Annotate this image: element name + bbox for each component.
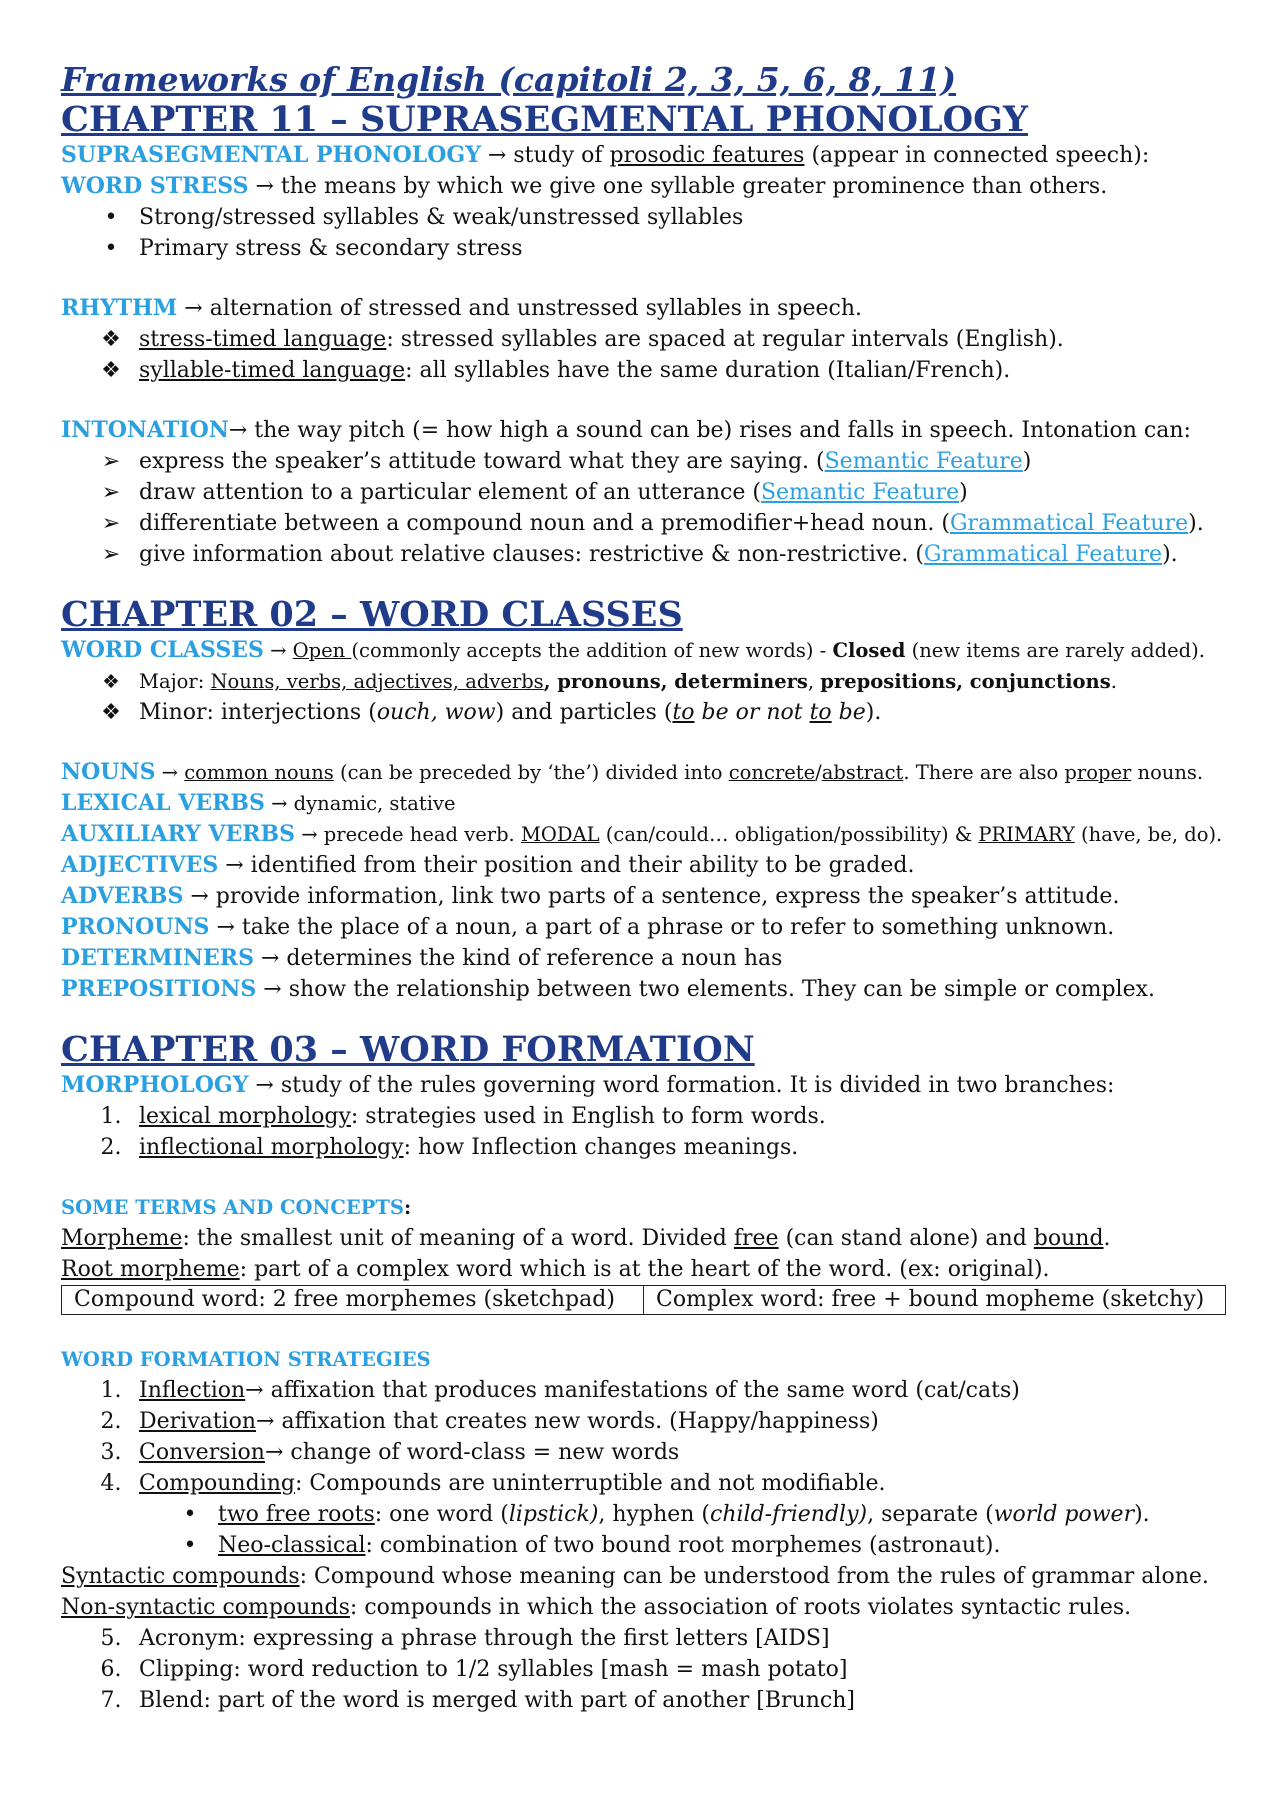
term-adverbs: ADVERBS bbox=[61, 883, 184, 909]
text: ). bbox=[1188, 511, 1204, 536]
root-morpheme-definition bbox=[61, 1254, 1231, 1285]
text-underlined: Syntactic compounds bbox=[61, 1564, 300, 1589]
text: → study of the rules governing word formation. It is divided in two branches: bbox=[248, 1073, 1115, 1098]
text: : one word ( bbox=[374, 1502, 509, 1527]
text-underlined: two free roots bbox=[218, 1502, 375, 1527]
text: , separate ( bbox=[867, 1502, 994, 1527]
list-item bbox=[61, 1623, 1231, 1654]
text: : strategies used in English to form words. bbox=[350, 1104, 826, 1129]
grammatical-feature-link[interactable]: Grammatical Feature bbox=[949, 511, 1189, 536]
text: (appear in connected speech): bbox=[804, 143, 1150, 168]
text: ). bbox=[1134, 1502, 1150, 1527]
text: (new items are rarely added). bbox=[905, 639, 1205, 662]
text: (have, be, do). bbox=[1074, 823, 1223, 846]
text-bold: prepositions, conjunctions bbox=[820, 670, 1111, 693]
text: : Compounds are uninterruptible and not modifiable. bbox=[294, 1471, 886, 1496]
list-item bbox=[61, 1375, 1231, 1406]
text: Acronym: expressing a phrase through the first letters [AIDS] bbox=[139, 1626, 830, 1651]
prepositions-definition bbox=[61, 974, 1231, 1005]
list-item bbox=[61, 1437, 1231, 1468]
bullet-icon: • bbox=[104, 236, 118, 261]
list-item bbox=[61, 1468, 1231, 1499]
text-underlined: concrete bbox=[728, 761, 816, 784]
term-suprasegmental: SUPRASEGMENTAL PHONOLOGY bbox=[61, 142, 481, 168]
term-determiners: DETERMINERS bbox=[61, 945, 254, 971]
text: → the way pitch (= how high a sound can be) rises and falls in speech. Intonation can: bbox=[228, 418, 1191, 443]
text: (can stand alone) and bbox=[778, 1226, 1034, 1251]
list-item bbox=[61, 1101, 1231, 1132]
bullet-icon: • bbox=[104, 205, 118, 230]
text-underlined: PRIMARY bbox=[978, 823, 1075, 846]
term-auxiliary-verbs: AUXILIARY VERBS bbox=[61, 821, 296, 847]
text: : how Inflection changes meanings. bbox=[403, 1135, 799, 1160]
word-classes-definition bbox=[61, 635, 1231, 666]
diamond-bullet-icon: ❖ bbox=[101, 327, 121, 352]
list-item bbox=[61, 1654, 1231, 1685]
text-underlined: Neo-classical bbox=[218, 1533, 366, 1558]
table-cell: Complex word: free + bound mopheme (sketchy) bbox=[644, 1286, 1226, 1315]
term-word-stress: WORD STRESS bbox=[61, 173, 249, 199]
list-item bbox=[61, 1406, 1231, 1437]
text: ). bbox=[1162, 542, 1178, 567]
list-number: 2. bbox=[100, 1135, 122, 1160]
text: → change of word-class = new words bbox=[264, 1440, 680, 1465]
pronouns-definition bbox=[61, 912, 1231, 943]
text-underlined: Nouns, verbs, adjectives, adverbs bbox=[210, 670, 544, 693]
text: (commonly accepts the addition of new words) - bbox=[351, 639, 833, 662]
text-italic: child-friendly) bbox=[710, 1502, 868, 1527]
arrow-bullet-icon: ➢ bbox=[101, 480, 121, 505]
list-item bbox=[61, 508, 1231, 539]
text: → affixation that creates new words. (Happy/happiness) bbox=[256, 1409, 879, 1434]
chapter-02-title: CHAPTER 02 – WORD CLASSES bbox=[61, 594, 683, 635]
text-bold: : bbox=[403, 1196, 412, 1219]
text-bold: Closed bbox=[832, 639, 906, 662]
text: ) bbox=[959, 480, 968, 505]
text-italic: world power bbox=[993, 1502, 1135, 1527]
adverbs-definition bbox=[61, 881, 1231, 912]
list-number: 3. bbox=[100, 1440, 122, 1465]
document-page bbox=[61, 60, 1231, 1716]
lexical-verbs-definition bbox=[61, 788, 1231, 819]
word-stress-definition bbox=[61, 171, 1231, 202]
text-underlined: lexical morphology bbox=[139, 1104, 351, 1129]
text: → the means by which we give one syllable greater prominence than others. bbox=[248, 174, 1108, 199]
text: : the smallest unit of meaning of a word. Divided bbox=[182, 1226, 734, 1251]
text: Major: bbox=[139, 670, 211, 693]
text: . bbox=[1103, 1226, 1111, 1251]
term-nouns: NOUNS bbox=[61, 759, 156, 785]
text: → show the relationship between two elements. They can be simple or complex. bbox=[256, 977, 1155, 1002]
arrow-bullet-icon: ➢ bbox=[101, 449, 121, 474]
text: , bbox=[807, 670, 821, 693]
text: : part of a complex word which is at the heart of the word. (ex: original). bbox=[239, 1257, 1050, 1282]
text: Blend: part of the word is merged with part of another [Brunch] bbox=[139, 1688, 855, 1713]
suprasegmental-definition bbox=[61, 140, 1231, 171]
arrow-bullet-icon: ➢ bbox=[101, 511, 121, 536]
text: give information about relative clauses: restrictive & non-restrictive. ( bbox=[139, 542, 924, 567]
list-number: 5. bbox=[100, 1626, 122, 1651]
text: ) and particles ( bbox=[495, 700, 673, 725]
list-item bbox=[61, 1530, 1231, 1561]
text-underlined: bound bbox=[1033, 1226, 1104, 1251]
text: Clipping: word reduction to 1/2 syllables [mash = mash potato] bbox=[139, 1657, 848, 1682]
document-title: Frameworks of English (capitoli 2, 3, 5, 6, 8, 11) bbox=[61, 60, 957, 99]
text-term: WORD FORMATION STRATEGIES bbox=[61, 1348, 431, 1371]
text: ). bbox=[865, 700, 882, 725]
compound-complex-table bbox=[61, 1285, 1226, 1315]
text: → bbox=[155, 761, 185, 784]
section-heading-terms bbox=[61, 1192, 1231, 1223]
term-pronouns: PRONOUNS bbox=[61, 914, 210, 940]
section-heading-strategies bbox=[61, 1344, 1231, 1375]
list-item bbox=[61, 666, 1231, 697]
text: → study of bbox=[480, 143, 610, 168]
grammatical-feature-link[interactable]: Grammatical Feature bbox=[923, 542, 1163, 567]
text-underlined: stress-timed language bbox=[139, 327, 387, 352]
text-underlined: to bbox=[672, 700, 695, 725]
text: : Compound whose meaning can be understood from the rules of grammar alone. bbox=[299, 1564, 1209, 1589]
text: . There are also p bbox=[903, 761, 1077, 784]
text: → determines the kind of reference a noun has bbox=[253, 946, 783, 971]
text-underlined: free bbox=[733, 1226, 779, 1251]
syntactic-compounds-definition bbox=[61, 1561, 1231, 1592]
text-italic: be bbox=[831, 700, 866, 725]
text: , hyphen ( bbox=[598, 1502, 711, 1527]
text-underlined: Open bbox=[292, 639, 352, 662]
table-row bbox=[62, 1286, 1226, 1315]
diamond-bullet-icon: ❖ bbox=[101, 700, 121, 725]
list-number: 7. bbox=[100, 1688, 122, 1713]
list-item bbox=[61, 1685, 1231, 1716]
text: : stressed syllables are spaced at regular intervals (English). bbox=[386, 327, 1064, 352]
list-item bbox=[61, 446, 1231, 477]
term-rhythm: RHYTHM bbox=[61, 295, 178, 321]
text: → provide information, link two parts of a sentence, express the speaker’s attitude. bbox=[183, 884, 1120, 909]
text-underlined: Morpheme bbox=[61, 1226, 183, 1251]
list-item bbox=[61, 697, 1231, 728]
list-number: 6. bbox=[100, 1657, 122, 1682]
diamond-bullet-icon: ❖ bbox=[101, 358, 121, 383]
term-word-classes: WORD CLASSES bbox=[61, 637, 264, 663]
text: . bbox=[1110, 670, 1117, 693]
text-italic: ouch, wow bbox=[376, 700, 496, 725]
text: → take the place of a noun, a part of a phrase or to refer to something unknown. bbox=[209, 915, 1115, 940]
text: (can be preceded by ‘the’) divided into bbox=[333, 761, 729, 784]
text-bold: , pronouns, determiners bbox=[543, 670, 808, 693]
intonation-definition bbox=[61, 415, 1231, 446]
list-item bbox=[61, 233, 1231, 264]
bullet-icon: • bbox=[183, 1533, 197, 1558]
list-item bbox=[61, 477, 1231, 508]
text-underlined: abstract bbox=[821, 761, 904, 784]
text: → bbox=[263, 639, 293, 662]
list-item bbox=[61, 202, 1231, 233]
text-underlined: prosodic features bbox=[609, 143, 805, 168]
text-underlined: to bbox=[809, 700, 832, 725]
auxiliary-verbs-definition bbox=[61, 819, 1231, 850]
semantic-feature-link[interactable]: Semantic Feature bbox=[824, 449, 1023, 474]
text: → alternation of stressed and unstressed syllables in speech. bbox=[177, 296, 863, 321]
text: Strong/stressed syllables & weak/unstressed syllables bbox=[139, 205, 744, 230]
semantic-feature-link[interactable]: Semantic Feature bbox=[760, 480, 960, 505]
arrow-bullet-icon: ➢ bbox=[101, 542, 121, 567]
text-underlined: common nouns bbox=[184, 761, 334, 784]
list-item bbox=[61, 1132, 1231, 1163]
text: draw attention to a particular element of an utterance ( bbox=[139, 480, 761, 505]
text: / bbox=[815, 761, 822, 784]
term-lexical-verbs: LEXICAL VERBS bbox=[61, 790, 265, 816]
chapter-03-title: CHAPTER 03 – WORD FORMATION bbox=[61, 1029, 755, 1070]
term-prepositions: PREPOSITIONS bbox=[61, 976, 257, 1002]
list-item bbox=[61, 1499, 1231, 1530]
text-underlined: Non-syntactic compounds bbox=[61, 1595, 350, 1620]
adjectives-definition bbox=[61, 850, 1231, 881]
text: express the speaker’s attitude toward what they are saying. ( bbox=[139, 449, 825, 474]
text: → identified from their position and their ability to be graded. bbox=[218, 853, 915, 878]
text-italic: be or not bbox=[694, 700, 810, 725]
text: → affixation that produces manifestations of the same word (cat/cats) bbox=[245, 1378, 1020, 1403]
text: Primary stress & secondary stress bbox=[139, 236, 523, 261]
text: differentiate between a compound noun and a premodifier+head noun. ( bbox=[139, 511, 950, 536]
nouns-definition bbox=[61, 757, 1231, 788]
determiners-definition bbox=[61, 943, 1231, 974]
text-underlined: Inflection bbox=[139, 1378, 246, 1403]
diamond-bullet-icon: ❖ bbox=[102, 670, 120, 693]
text-underlined: syllable-timed language bbox=[139, 358, 406, 383]
text: ) bbox=[1022, 449, 1032, 474]
list-item bbox=[61, 539, 1231, 570]
non-syntactic-compounds-definition bbox=[61, 1592, 1231, 1623]
term-intonation: INTONATION bbox=[61, 417, 229, 443]
table-cell: Compound word: 2 free morphemes (sketchpad) bbox=[62, 1286, 644, 1315]
text-underlined: Compounding bbox=[139, 1471, 295, 1496]
text: (can/could… obligation/possibility) & bbox=[599, 823, 979, 846]
text-underlined: inflectional morphology bbox=[139, 1135, 404, 1160]
text-underlined: Conversion bbox=[139, 1440, 265, 1465]
term-adjectives: ADJECTIVES bbox=[61, 852, 219, 878]
morphology-definition bbox=[61, 1070, 1231, 1101]
chapter-11-title: CHAPTER 11 – SUPRASEGMENTAL PHONOLOGY bbox=[61, 99, 1028, 140]
text: : compounds in which the association of roots violates syntactic rules. bbox=[349, 1595, 1132, 1620]
text: nouns. bbox=[1131, 761, 1204, 784]
term-morphology: MORPHOLOGY bbox=[61, 1072, 249, 1098]
list-number: 1. bbox=[100, 1378, 122, 1403]
text-italic: lipstick) bbox=[508, 1502, 599, 1527]
list-number: 4. bbox=[100, 1471, 122, 1496]
text: : combination of two bound root morphemes (astronaut). bbox=[365, 1533, 1001, 1558]
text-term: SOME TERMS AND CONCEPTS bbox=[61, 1196, 404, 1219]
text: : all syllables have the same duration (Italian/French). bbox=[405, 358, 1011, 383]
rhythm-definition bbox=[61, 293, 1231, 324]
text: → precede head verb. bbox=[295, 823, 521, 846]
list-item bbox=[61, 324, 1231, 355]
list-number: 2. bbox=[100, 1409, 122, 1434]
text: Minor: interjections ( bbox=[139, 700, 377, 725]
text: → dynamic, stative bbox=[264, 792, 456, 815]
text-underlined: Derivation bbox=[139, 1409, 257, 1434]
list-item bbox=[61, 355, 1231, 386]
text-underlined: Root morpheme bbox=[61, 1257, 240, 1282]
bullet-icon: • bbox=[183, 1502, 197, 1527]
morpheme-definition bbox=[61, 1223, 1231, 1254]
list-number: 1. bbox=[100, 1104, 122, 1129]
text-underlined: MODAL bbox=[520, 823, 600, 846]
text-underlined: roper bbox=[1076, 761, 1132, 784]
